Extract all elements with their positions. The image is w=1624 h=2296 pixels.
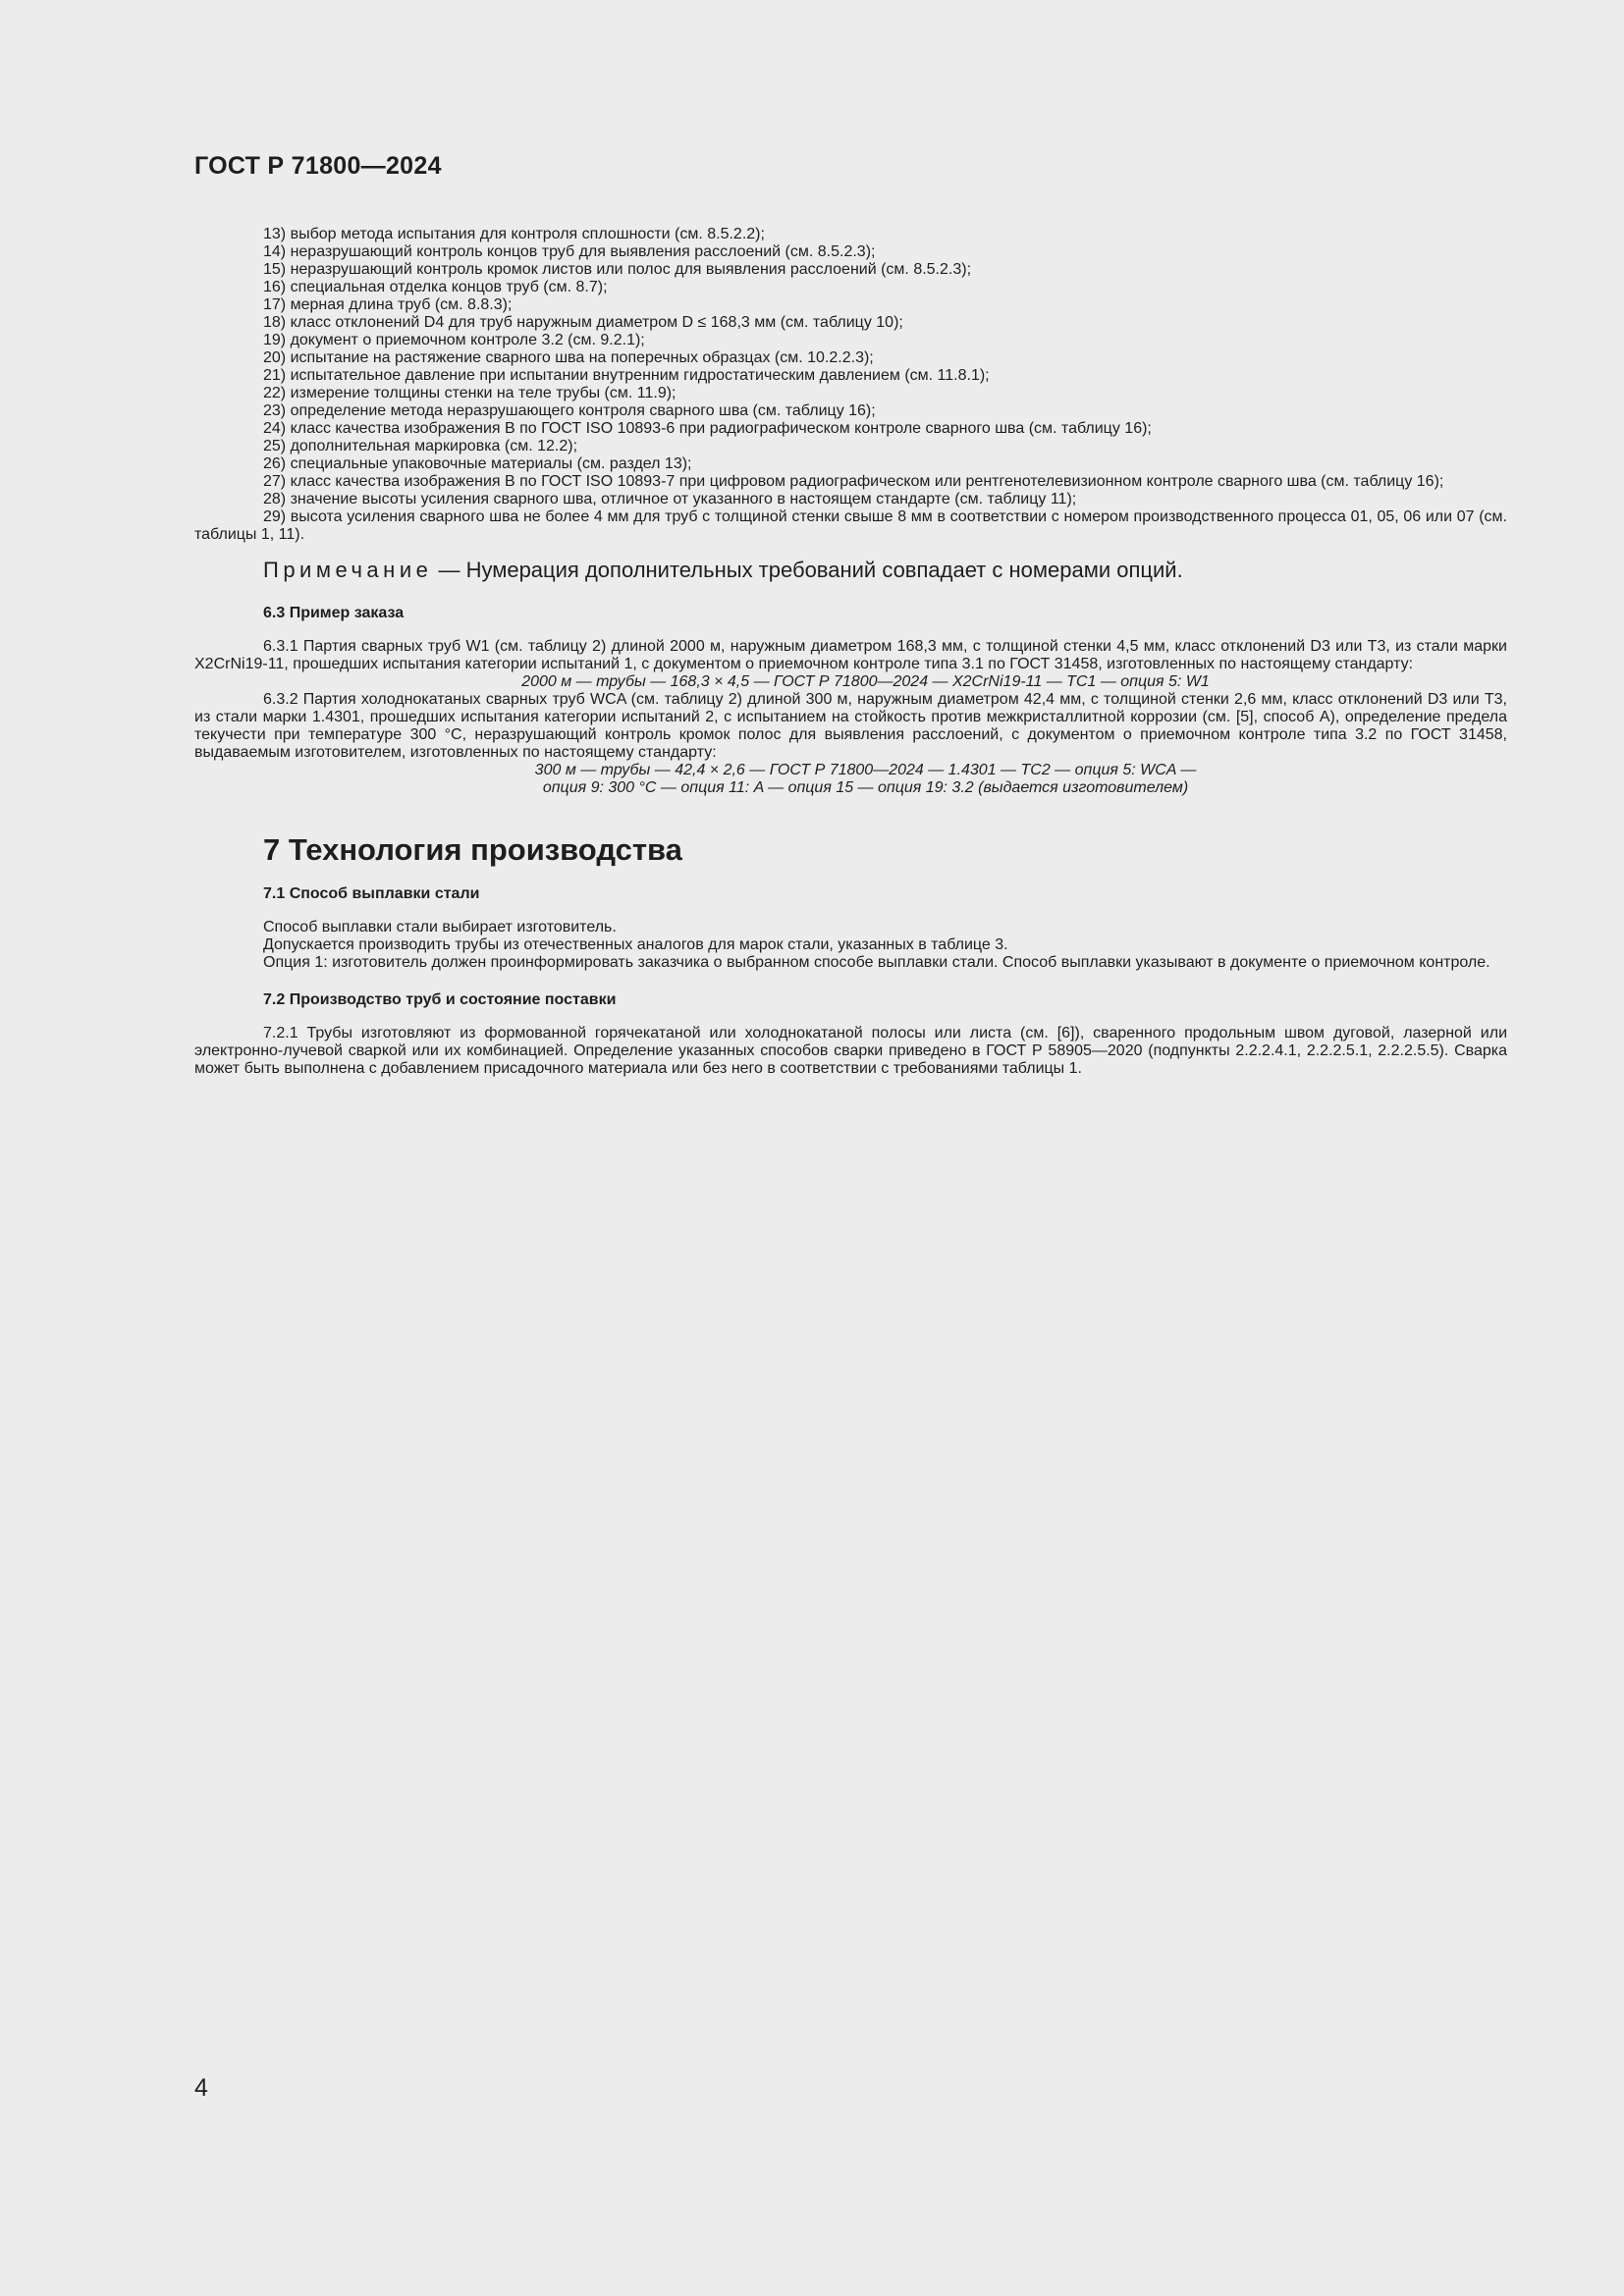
paragraph-7-1-b: Допускается производить трубы из отечественных аналогов для марок стали, указанных в таблице 3. (263, 936, 1008, 953)
section-heading-7: 7 Технология производства (263, 832, 682, 867)
paragraph-7-1-a: Способ выплавки стали выбирает изготовитель. (263, 919, 617, 935)
document-header: ГОСТ Р 71800—2024 (194, 152, 442, 180)
list-item: 22) измерение толщины стенки на теле трубы (см. 11.9); (263, 385, 677, 401)
paragraph-7-1-c: Опция 1: изготовитель должен проинформировать заказчика о выбранном способе выплавки стали. Способ выплавки указывают в документе о приемочном контроле. (263, 954, 1490, 971)
list-item: 14) неразрушающий контроль концов труб для выявления расслоений (см. 8.5.2.3); (263, 243, 876, 260)
list-item: 21) испытательное давление при испытании внутренним гидростатическим давлением (см. 11.8.1); (263, 367, 990, 384)
note-label: Примечание (263, 558, 433, 582)
list-item: 28) значение высоты усиления сварного шва, отличное от указанного в настоящем стандарте (см. таблицу 11); (263, 491, 1077, 507)
note (194, 556, 1507, 585)
order-formula-2-line-1: 300 м — трубы — 42,4 × 2,6 — ГОСТ Р 71800—2024 — 1.4301 — TC2 — опция 5: WCA — (534, 762, 1197, 778)
paragraph-6-3-1: 6.3.1 Партия сварных труб W1 (см. таблицу 2) длиной 2000 м, наружным диаметром 168,3 мм, с толщиной стенки 4,5 мм, класс отклонений D3 или T3, из стали марки X2CrNi19-11, прошедших испытания категории испытаний 1, с документом о приемочном контроле типа 3.1 по ГОСТ 31458, изготовленных по настоящему стандарту: (194, 638, 1507, 672)
list-item: 17) мерная длина труб (см. 8.8.3); (263, 296, 513, 313)
list-item: 29) высота усиления сварного шва не более 4 мм для труб с толщиной стенки свыше 8 мм в соответствии с номером производственного процесса 01, 05, 06 или 07 (см. таблицы 1, 11). (194, 508, 1507, 543)
list-item: 13) выбор метода испытания для контроля сплошности (см. 8.5.2.2); (263, 226, 765, 242)
list-item: 26) специальные упаковочные материалы (см. раздел 13); (263, 455, 692, 472)
list-item: 15) неразрушающий контроль кромок листов или полос для выявления расслоений (см. 8.5.2.3); (263, 261, 972, 278)
page-number: 4 (194, 2074, 208, 2102)
list-item: 23) определение метода неразрушающего контроля сварного шва (см. таблицу 16); (263, 402, 876, 419)
order-formula-1: 2000 м — трубы — 168,3 × 4,5 — ГОСТ Р 71800—2024 — X2CrNi19-11 — TC1 — опция 5: W1 (521, 673, 1210, 690)
section-heading-7-1: 7.1 Способ выплавки стали (263, 885, 480, 902)
order-formula-2-line-2: опция 9: 300 °C — опция 11: A — опция 15 — опция 19: 3.2 (выдается изготовителем) (542, 779, 1189, 796)
list-item: 19) документ о приемочном контроле 3.2 (см. 9.2.1); (263, 332, 645, 348)
list-item: 25) дополнительная маркировка (см. 12.2); (263, 438, 578, 454)
paragraph-6-3-2: 6.3.2 Партия холоднокатаных сварных труб WCA (см. таблицу 2) длиной 300 м, наружным диаметром 42,4 мм, с толщиной стенки 2,6 мм, класс отклонений D3 или T3, из стали марки 1.4301, прошедших испытания категории испытаний 2, с испытанием на стойкость против межкристаллитной коррозии (см. [5], способ А), определение предела текучести при температуре 300 °C, неразрушающий контроль кромок полос для выявления расслоений, с документом о приемочном контроле типа 3.2 по ГОСТ 31458, выдаваемым изготовителем, изготовленных по настоящему стандарту: (194, 691, 1507, 761)
list-item: 16) специальная отделка концов труб (см. 8.7); (263, 279, 608, 295)
list-item: 18) класс отклонений D4 для труб наружным диаметром D ≤ 168,3 мм (см. таблицу 10); (263, 314, 903, 331)
document-body (194, 226, 1507, 1078)
list-item: 27) класс качества изображения B по ГОСТ ISO 10893-7 при цифровом радиографическом или рентгенотелевизионном контроле сварного шва (см. таблицу 16); (263, 473, 1444, 490)
list-item: 24) класс качества изображения B по ГОСТ ISO 10893-6 при радиографическом контроле сварного шва (см. таблицу 16); (263, 420, 1152, 437)
note-text: — Нумерация дополнительных требований совпадает с номерами опций. (432, 558, 1183, 582)
list-item: 20) испытание на растяжение сварного шва на поперечных образцах (см. 10.2.2.3); (263, 349, 874, 366)
paragraph-7-2-1: 7.2.1 Трубы изготовляют из формованной горячекатаной или холоднокатаной полосы или листа (см. [6]), сваренного продольным швом дуговой, лазерной или электронно-лучевой сваркой или их комбинацией. Определение указанных способов сварки приведено в ГОСТ Р 58905—2020 (подпункты 2.2.2.4.1, 2.2.2.5.1, 2.2.2.5.5). Сварка может быть выполнена с добавлением присадочного материала или без него в соответствии с требованиями таблицы 1. (194, 1025, 1507, 1077)
section-heading-6-3: 6.3 Пример заказа (263, 605, 405, 621)
section-heading-7-2: 7.2 Производство труб и состояние поставки (263, 991, 617, 1008)
